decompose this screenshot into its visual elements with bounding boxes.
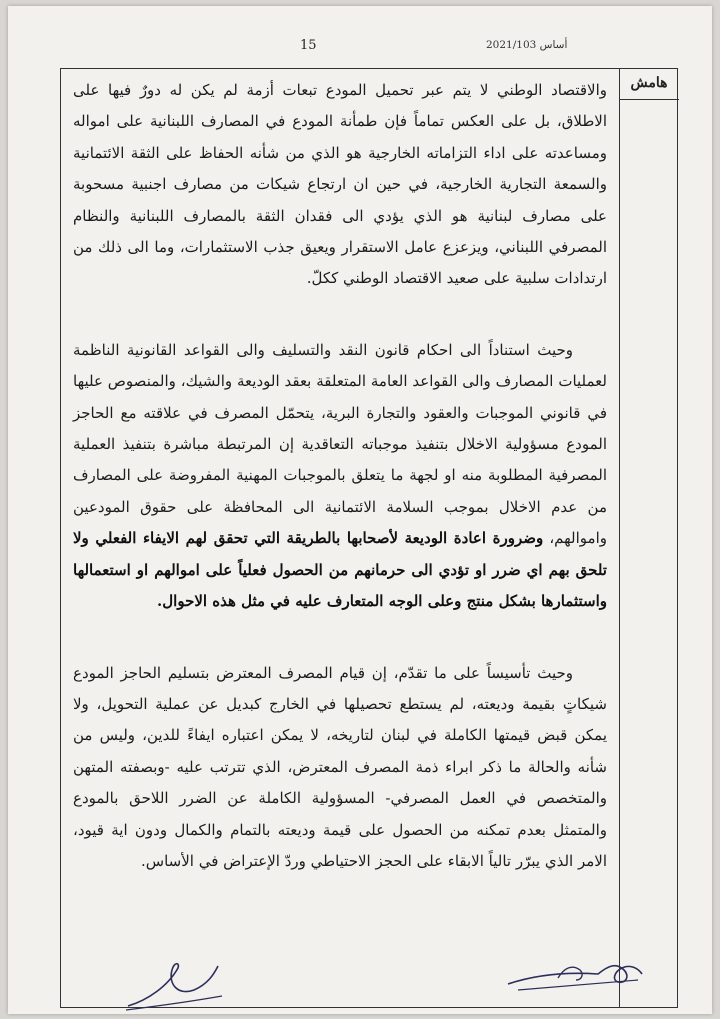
judgment-body bbox=[73, 75, 607, 877]
paragraph-1: والاقتصاد الوطني لا يتم عبر تحميل المودع تبعات أزمة لم يكن له دورٌ فيها على الاطلاق، بل على العكس تماماً فإن طمأنة المودع في المصارف اللبنانية على امواله ومساعدته على اداء التزاماته الخارجية هو الذي من شأنه الحفاظ على الثقة الائتمانية والسمعة التجارية الخارجية، في حين ان ارتجاع شيكات من مصارف اجنبية مسحوبة على مصارف لبنانية هو الذي يؤدي الى فقدان الثقة بالمصارف اللبنانية والنظام المصرفي اللبناني، ويزعزع عامل الاستقرار ويعيق جذب الاستثمارات، وما الى ذلك من ارتدادات سلبية على صعيد الاقتصاد الوطني ككلّ. bbox=[73, 81, 607, 288]
document-page bbox=[8, 6, 712, 1014]
margin-label: هامش bbox=[630, 75, 668, 91]
paragraph-2-bold-text: وضرورة اعادة الوديعة لأصحابها بالطريقة التي تحقق لهم الايفاء الفعلي ولا تلحق بهم اي ضرر او تؤدي الى حرمانهم من الحصول فعلياً على اموالهم او استعمالها واستثمارها بشكل منتج وعلى الوجه المتعارف عليه في مثل هذه الاحوال. bbox=[73, 529, 607, 611]
page-frame bbox=[60, 68, 678, 1008]
margin-divider bbox=[619, 69, 620, 1007]
margin-header-line bbox=[619, 99, 679, 100]
page-number: 15 bbox=[300, 38, 317, 53]
signature-left-icon bbox=[118, 956, 228, 1016]
paragraph-2 bbox=[73, 335, 607, 618]
signature-right-icon bbox=[498, 944, 648, 1004]
case-reference: أساس 2021/103 bbox=[486, 39, 568, 51]
paragraph-2-text: وحيث استناداً الى احكام قانون النقد والتسليف والى القواعد القانونية الناظمة لعمليات المصارف والى القواعد العامة المتعلقة بعقد الوديعة والشيك، والمنصوص عليها في قانوني الموجبات والعقود والتجارة البرية، يتحمّل المصرف في علاقته مع الحاجز المودع مسؤولية الاخلال بتنفيذ موجباته التعاقدية إن المرتبطة مباشرة بتنفيذ العملية المصرفية المطلوبة منه او لجهة ما يتعلق بالموجبات المهنية المفروضة على المصارف من عدم الاخلال بموجب السلامة الائتمانية الى المحافظة على حقوق المودعين واموالهم، bbox=[73, 340, 607, 548]
paragraph-3: وحيث تأسيساً على ما تقدّم، إن قيام المصرف المعترض بتسليم الحاجز المودع شيكاتٍ بقيمة وديعته، لم يستطع تحصيلها في الخارج كبديل عن عملية التحويل، ولا يمكن قبض قيمتها الكاملة في لبنان لتاريخه، لا يمكن اعتباره ايفاءً للدين، وليس من شأنه والحالة ما ذكر ابراء ذمة المصرف المعترض، الذي تترتب عليه -وبصفته المتهن والمتخصص في العمل المصرفي- المسؤولية الكاملة عن الضرر اللاحق بالمودع والمتمثل بعدم تمكنه من الحصول على قيمة وديعته بالتمام والكمال ودون اية قيود، الامر الذي يبرّر تالياً الابقاء على الحجز الاحتياطي وردّ الإعتراض في الأساس. bbox=[73, 663, 607, 870]
